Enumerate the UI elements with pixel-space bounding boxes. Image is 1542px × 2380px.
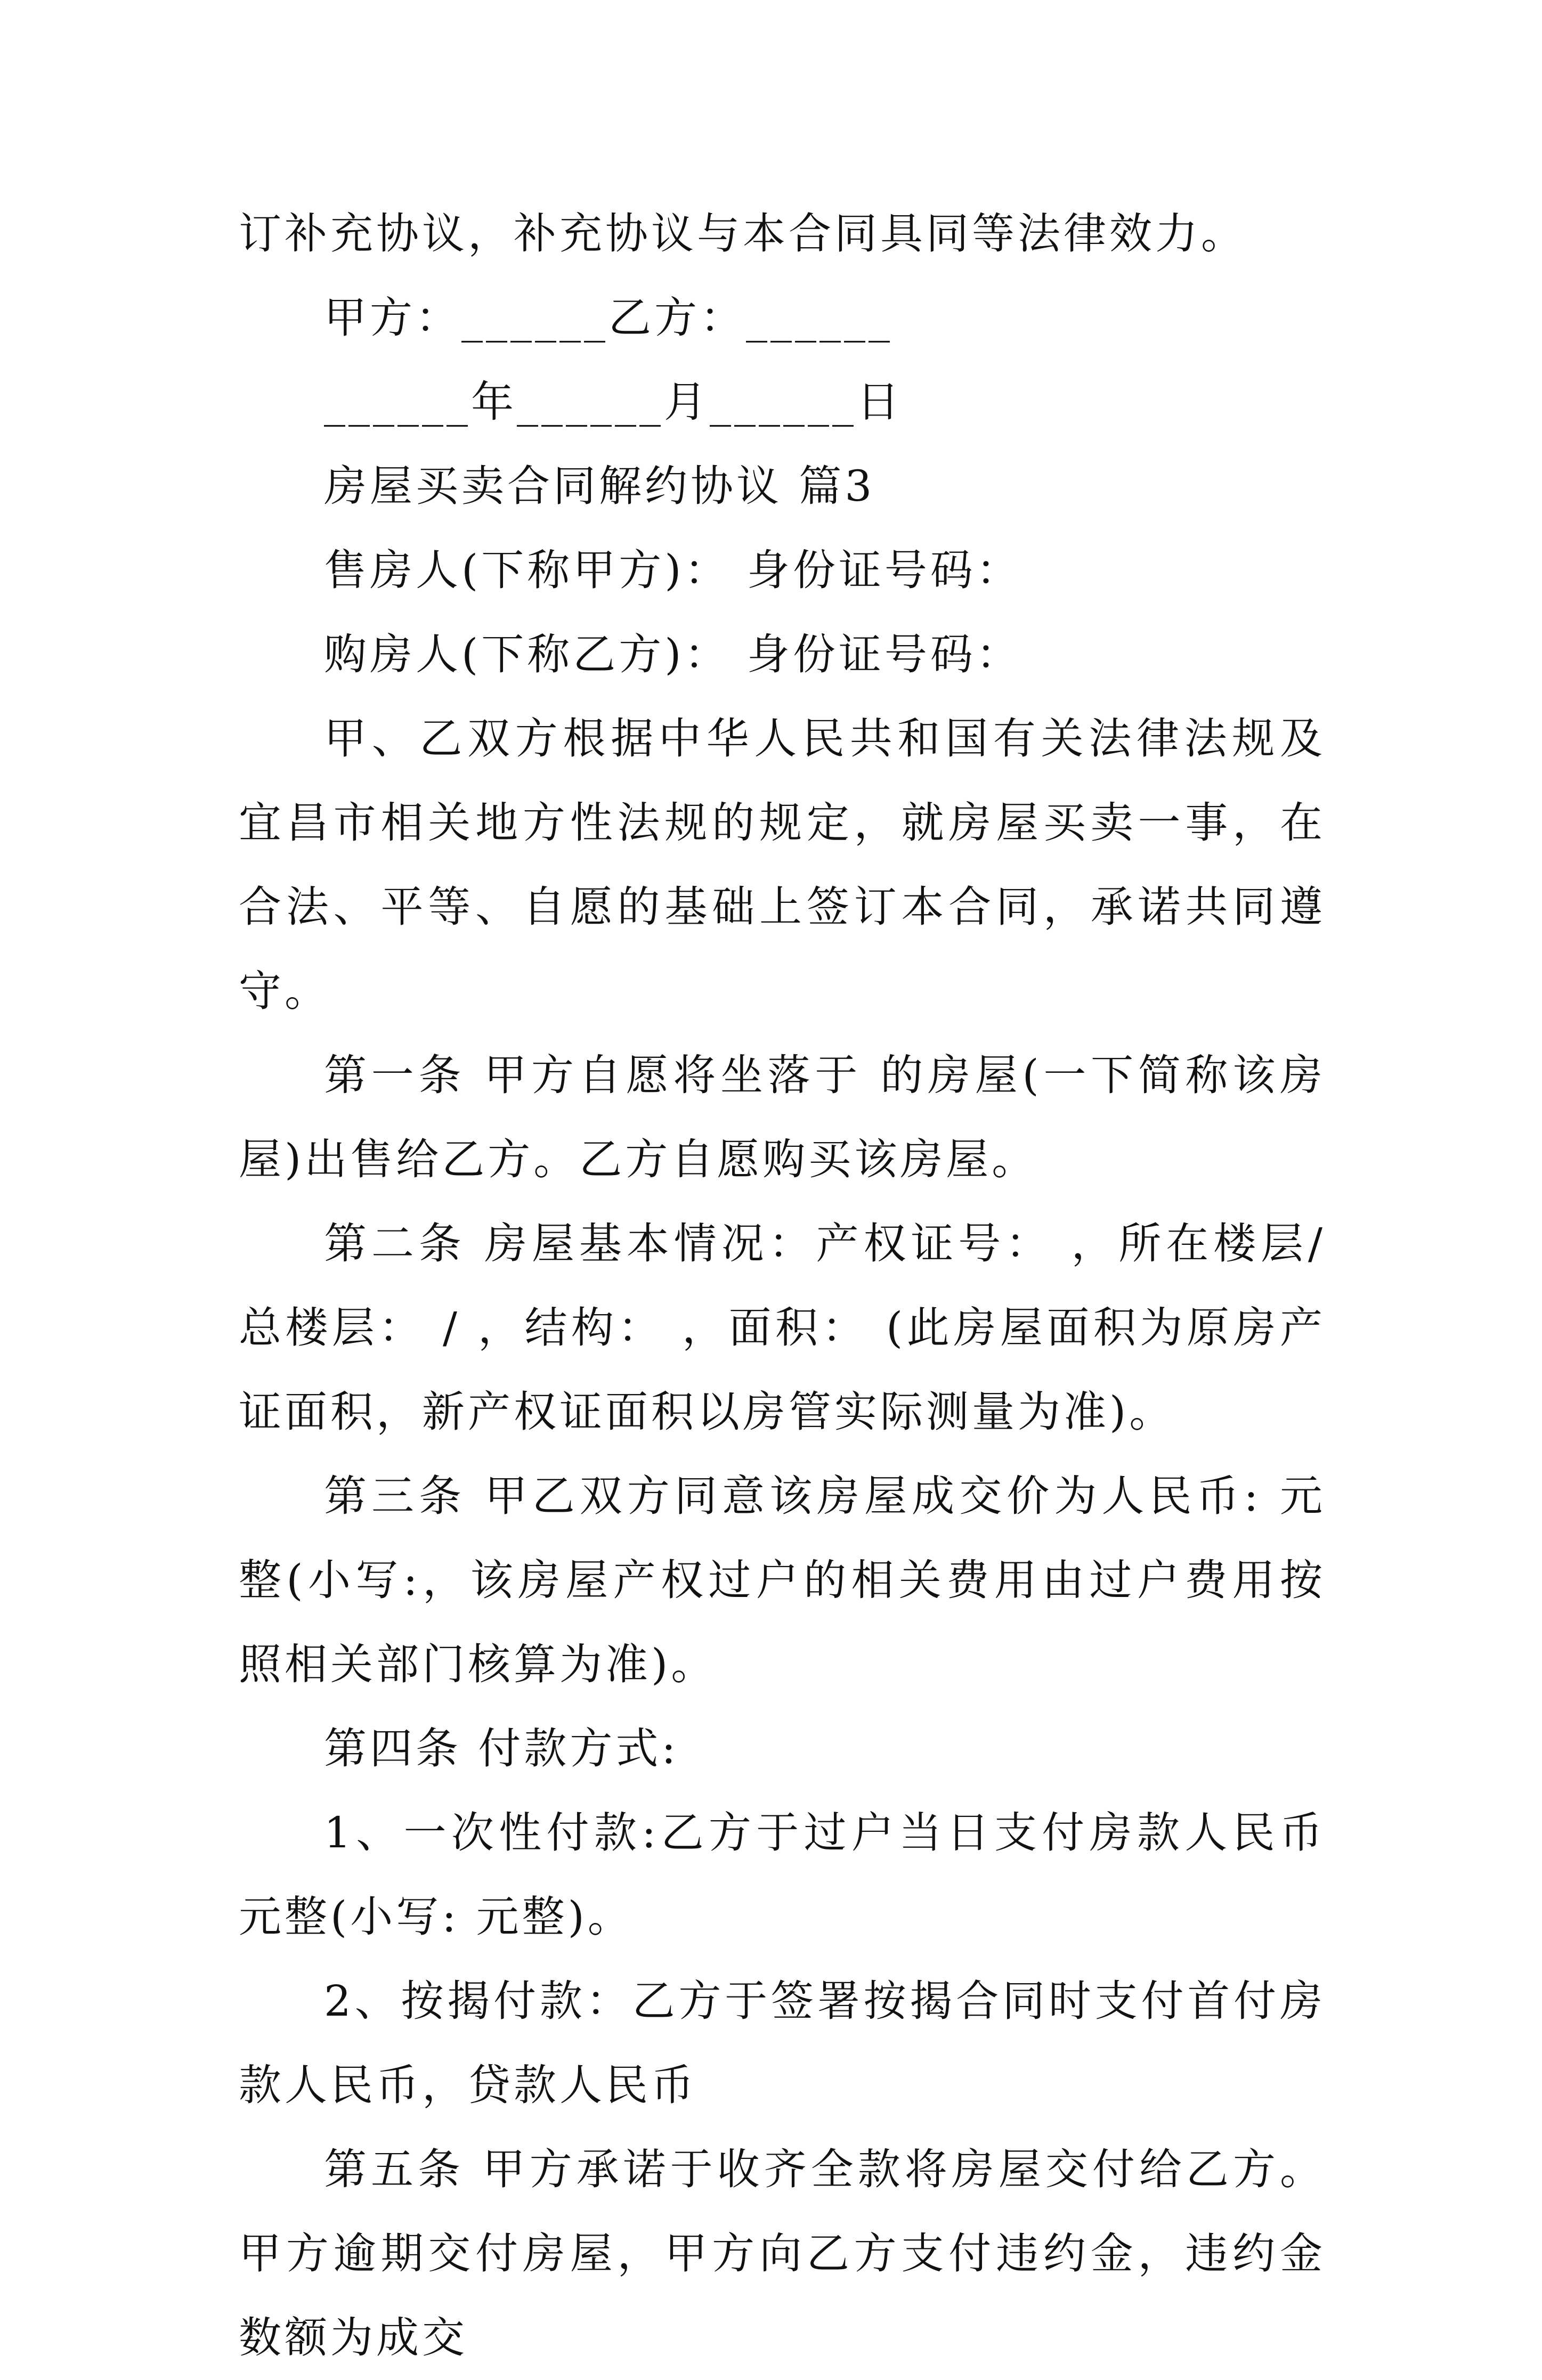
- paragraph: 售房人(下称甲方)： 身份证号码：: [324, 545, 1022, 595]
- paragraph: 第三条 甲乙双方同意该房屋成交价为人民币: 元整(小写:，该房屋产权过户的相关费用由过户费用按照相关部门核算为准)。: [239, 1471, 1326, 1689]
- paragraph: 订补充协议，补充协议与本合同具同等法律效力。: [239, 209, 1247, 258]
- paragraph: 1、一次性付款:乙方于过户当日支付房款人民币元整(小写: 元整)。: [239, 1808, 1326, 1942]
- section-heading: 房屋买卖合同解约协议 篇3: [324, 461, 875, 511]
- paragraph: 购房人(下称乙方)： 身份证号码：: [324, 630, 1022, 679]
- paragraph: 第一条 甲方自愿将坐落于 的房屋(一下简称该房屋)出售给乙方。乙方自愿购买该房屋。: [239, 1050, 1326, 1184]
- paragraph: 甲方：______乙方：______: [324, 293, 893, 343]
- paragraph: 2、按揭付款：乙方于签署按揭合同时支付首付房款人民币，贷款人民币: [239, 1976, 1326, 2110]
- paragraph: 甲、乙双方根据中华人民共和国有关法律法规及宜昌市相关地方性法规的规定，就房屋买卖一事，在合法、平等、自愿的基础上签订本合同，承诺共同遵守。: [239, 714, 1326, 1016]
- paragraph: ______年______月______日: [324, 377, 903, 427]
- paragraph: 第四条 付款方式:: [324, 1724, 679, 1773]
- paragraph: 第二条 房屋基本情况：产权证号： ，所在楼层/总楼层： / ，结构： ，面积： (此房屋面积为原房产证面积，新产权证面积以房管实际测量为准)。: [239, 1219, 1326, 1437]
- paragraph: 第五条 甲方承诺于收齐全款将房屋交付给乙方。甲方逾期交付房屋，甲方向乙方支付违约金，违约金数额为成交: [239, 2145, 1326, 2362]
- document-body: [239, 192, 1326, 2380]
